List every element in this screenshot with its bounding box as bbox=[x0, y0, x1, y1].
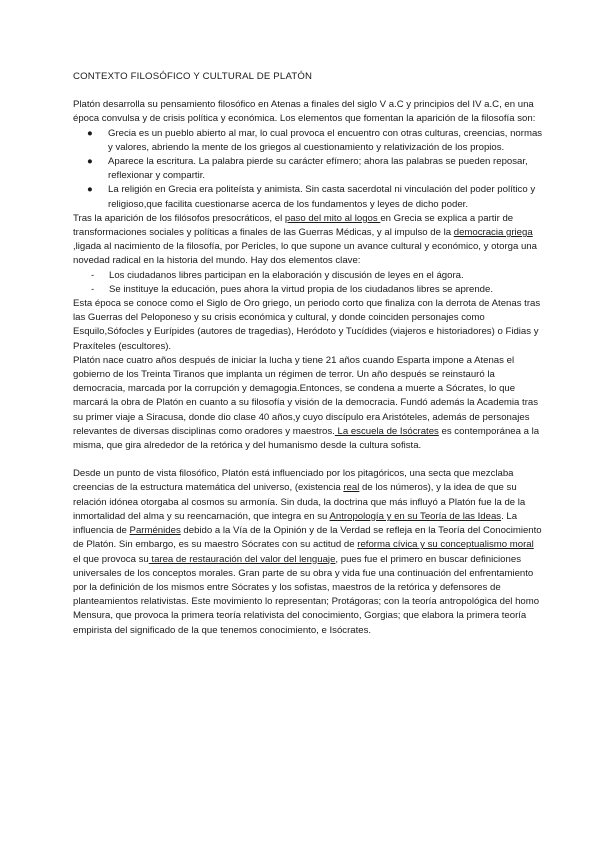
presocratics-paragraph bbox=[73, 212, 543, 269]
philosophical-influences-paragraph bbox=[73, 467, 543, 637]
text-run: , pues fue el primero en buscar definiciones universales de los conceptos morales. Gran parte de su obra y vida fue una continuación del enfrentamiento por la definición de los mismos entre Sócrates y los sofistas, maestros de la retórica y defensores de planteamientos relativistas. Este movimiento lo representan; Protágoras; con la teoría antropológica del homo Mensura, que provoca la primera teoría relativista del conocimiento, Gorgias; que elabora la primera teoría empirista del significado de la que tenemos conocimiento, e Isócrates. bbox=[73, 553, 540, 636]
philosophy-factors-list bbox=[73, 127, 543, 212]
text-run: Tras la aparición de los filósofos presocráticos, el bbox=[73, 212, 285, 224]
dash-icon: - bbox=[91, 269, 95, 281]
underlined-term: reforma cívica y su conceptualismo moral bbox=[357, 539, 534, 551]
document-body bbox=[73, 70, 543, 638]
list-item bbox=[73, 127, 543, 155]
bullet-icon: ● bbox=[87, 156, 93, 168]
text-run: Desde un punto de vista filosófico, Platón está influenciado por los pitagóricos, una secta que mezclaba creencias de la estructura matemática del universo, (existencia bbox=[73, 468, 514, 494]
dash-icon: - bbox=[91, 283, 95, 295]
underlined-term: paso del mito al logos bbox=[284, 212, 381, 224]
text-run: ,ligada al nacimiento de la filosofía, por Pericles, lo que supone un avance cultural y económico, y otorga una novedad radical en la historia del mundo. Hay dos elementos clave: bbox=[73, 241, 537, 267]
intro-paragraph: Platón desarrolla su pensamiento filosófico en Atenas a finales del siglo V a.C y principios del IV a.C, en una época convulsa y de crisis política y económica. Los elementos que fomentan la aparición de la filosofía son: bbox=[73, 99, 536, 125]
list-item bbox=[73, 269, 543, 283]
underlined-term: real bbox=[343, 482, 360, 494]
bullet-icon: ● bbox=[87, 127, 93, 139]
bullet-icon: ● bbox=[87, 184, 93, 196]
paragraph-spacer bbox=[73, 453, 543, 467]
text-run: el que provoca su bbox=[73, 553, 149, 565]
underlined-term: tarea de restauración del valor del lenguaje bbox=[148, 553, 336, 565]
text-run: en Grecia se explica a partir de transformaciones sociales y políticas a finales de las Guerras Médicas, y al impulso de la bbox=[73, 212, 514, 239]
text-run: Platón nace cuatro años después de iniciar la lucha y tiene 21 años cuando Esparta impone a Atenas el gobierno de los Treinta Tiranos que implanta un régimen de terror. Un año después se reinstauró la democracia, marcada por la corrupción y demagogia.Entonces, se condena a muerte a Sócrates, lo que marcará la obra de Platón en cuanto a su filosofía y visión de la democracia. Fundó además la Academia tras su primer viaje a Siracusa, donde dio clase 40 años,y cuyo discípulo era Aristóteles, además de personajes relevantes de diversas disciplinas como oradores y maestros. bbox=[73, 354, 539, 437]
key-elements-list bbox=[73, 269, 543, 297]
list-item-text: Grecia es un pueblo abierto al mar, lo cual provoca el encuentro con otras culturas, creencias, normas y valores, abriendo la mente de los griegos al cuestionamiento y relativización de los propios. bbox=[108, 127, 543, 153]
list-item bbox=[73, 155, 543, 183]
list-item-text: Los ciudadanos libres participan en la elaboración y discusión de leyes en el ágora. bbox=[109, 269, 464, 281]
list-item bbox=[73, 283, 543, 297]
list-item-text: Se instituye la educación, pues ahora la virtud propia de los ciudadanos libres se aprende. bbox=[109, 283, 493, 295]
plato-life-paragraph bbox=[73, 354, 543, 453]
underlined-term: democracia griega bbox=[453, 227, 533, 239]
text-run: de los números), y la idea de que su relación idónea otorgaba al cosmos su armonía. Sin duda, la doctrina que más influyó a Platón fue la de la inmortalidad del alma y su reencarnación, que integra en su bbox=[73, 482, 526, 522]
underlined-term: La escuela de Isócrates bbox=[334, 425, 439, 437]
list-item-text: Aparece la escritura. La palabra pierde su carácter efímero; ahora las palabras se pueden reposar, reflexionar y compartir. bbox=[108, 156, 528, 182]
underlined-term: Parménides bbox=[129, 525, 181, 537]
document-title: CONTEXTO FILOSÓFICO Y CULTURAL DE PLATÓN bbox=[73, 71, 313, 82]
text-run: debido a la Vía de la Opinión y de la Verdad se refleja en la Teoría del Conocimiento de Platón. Sin embargo, es su maestro Sócrates con su actitud de bbox=[73, 525, 542, 551]
list-item-text: La religión en Grecia era politeísta y animista. Sin casta sacerdotal ni vinculación del poder político y religioso,que facilita cuestionarse acerca de los fundamentos y leyes de dicho poder. bbox=[108, 184, 536, 210]
underlined-term: Antropología y en su Teoría de las Ideas bbox=[329, 510, 502, 522]
text-run: . La influencia de bbox=[73, 510, 518, 537]
golden-age-paragraph: Esta época se conoce como el Siglo de Oro griego, un periodo corto que finaliza con la derrota de Atenas tras las Guerras del Peloponeso y su crisis económica y cultural, y donde coinciden personajes como Esquilo,Sófocles y Eurípides (autores de tragedias), Heródoto y Tucídides (viajeros e historiadores) o Fidias y Praxíteles (escultores). bbox=[73, 298, 541, 352]
list-item bbox=[73, 183, 543, 211]
text-run: es contemporánea a la misma, que gira alrededor de la retórica y del humanismo desde la cultura sofista. bbox=[73, 425, 540, 452]
